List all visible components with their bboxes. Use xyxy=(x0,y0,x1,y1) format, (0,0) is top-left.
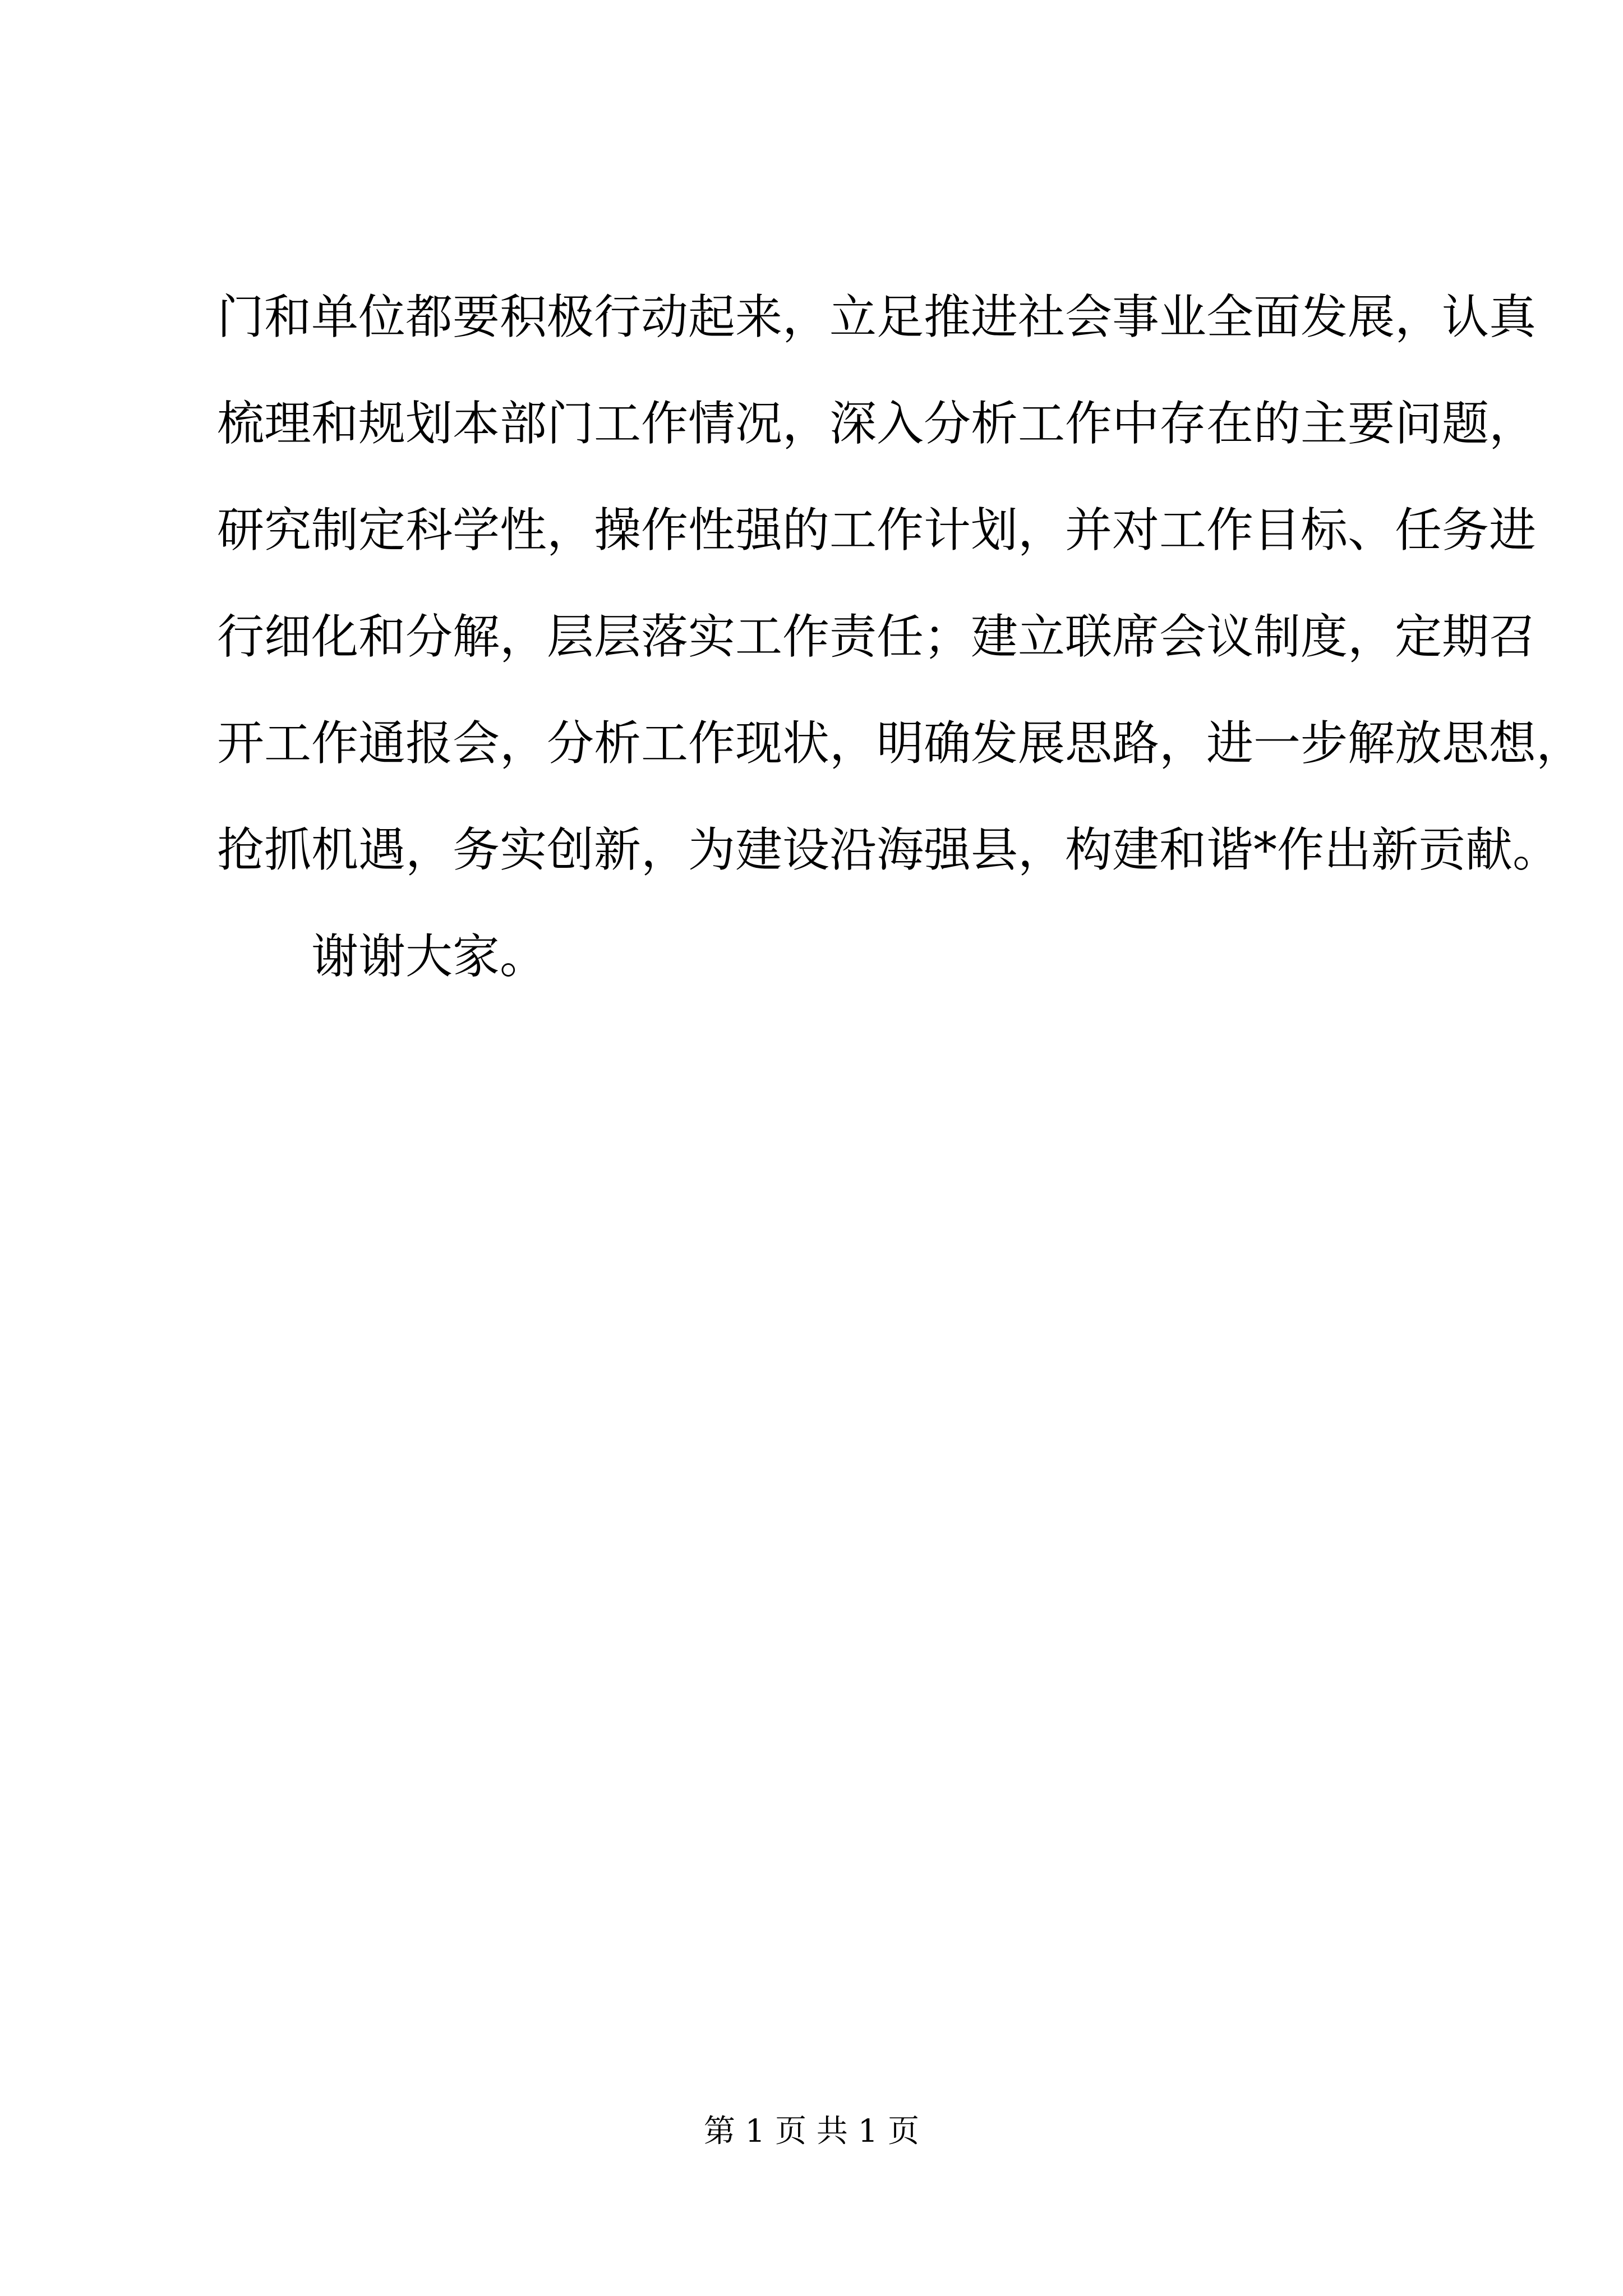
closing-line: 谢谢大家。 xyxy=(311,929,547,984)
body-text xyxy=(217,264,1584,1010)
paragraph-line: 抢抓机遇，务实创新，为建设沿海强县，构建和谐*作出新贡献。 xyxy=(217,822,1560,877)
paragraph-line: 研究制定科学性，操作性强的工作计划，并对工作目标、任务进 xyxy=(217,503,1537,558)
paragraph-line: 开工作通报会，分析工作现状，明确发展思路，进一步解放思想， xyxy=(217,716,1584,771)
paragraph-line: 梳理和规划本部门工作情况，深入分析工作中存在的主要问题， xyxy=(217,396,1537,451)
paragraph-line: 行细化和分解，层层落实工作责任；建立联席会议制度，定期召 xyxy=(217,609,1537,664)
page-footer xyxy=(0,2109,1623,2154)
paragraph-line: 门和单位都要积极行动起来，立足推进社会事业全面发展，认真 xyxy=(217,289,1537,344)
page-number: 第 1 页 共 1 页 xyxy=(703,2113,920,2150)
